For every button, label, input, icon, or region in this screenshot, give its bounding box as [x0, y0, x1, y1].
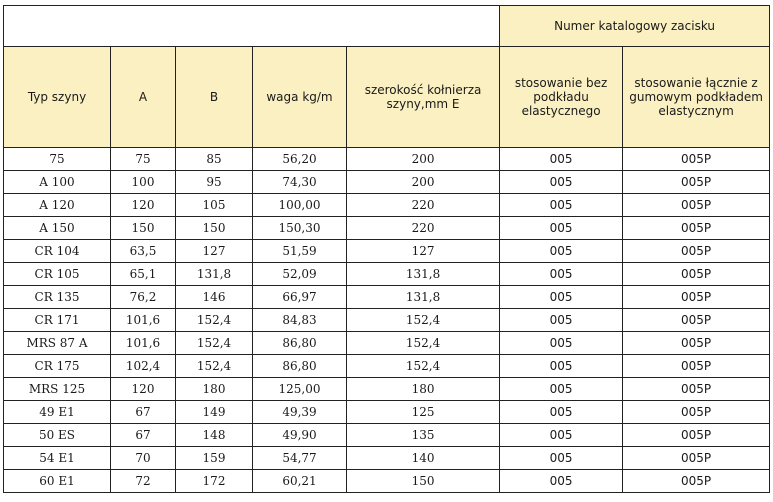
cell-flange-width: 152,4	[347, 309, 500, 332]
table-body	[4, 148, 770, 493]
cell-flange-width: 140	[347, 447, 500, 470]
cell-catalog-without-pad: 005	[500, 240, 623, 263]
table-row	[4, 401, 770, 424]
table-row	[4, 447, 770, 470]
cell-weight: 66,97	[253, 286, 347, 309]
cell-rail-type: CR 104	[4, 240, 111, 263]
rail-clip-table	[3, 5, 770, 493]
cell-rail-type: 75	[4, 148, 111, 171]
cell-weight: 51,59	[253, 240, 347, 263]
column-header-rail-type	[4, 47, 111, 148]
cell-catalog-with-pad: 005P	[623, 148, 770, 171]
cell-rail-type: MRS 87 A	[4, 332, 111, 355]
cell-catalog-without-pad: 005	[500, 171, 623, 194]
cell-flange-width: 150	[347, 470, 500, 493]
column-header-label: szerokość kołnierza szyny,mm E	[364, 83, 482, 111]
cell-a: 65,1	[111, 263, 176, 286]
cell-rail-type: A 150	[4, 217, 111, 240]
cell-rail-type: A 120	[4, 194, 111, 217]
cell-catalog-with-pad: 005P	[623, 332, 770, 355]
column-header-label: Typ szyny	[27, 90, 87, 104]
header-blank-area	[4, 6, 500, 47]
cell-rail-type: CR 105	[4, 263, 111, 286]
column-header-without-pad	[500, 47, 623, 148]
cell-b: 148	[176, 424, 253, 447]
cell-catalog-with-pad: 005P	[623, 424, 770, 447]
table-row	[4, 424, 770, 447]
cell-a: 101,6	[111, 309, 176, 332]
cell-catalog-without-pad: 005	[500, 470, 623, 493]
cell-a: 67	[111, 401, 176, 424]
cell-catalog-without-pad: 005	[500, 401, 623, 424]
cell-b: 150	[176, 217, 253, 240]
cell-a: 63,5	[111, 240, 176, 263]
cell-flange-width: 180	[347, 378, 500, 401]
cell-b: 105	[176, 194, 253, 217]
cell-catalog-without-pad: 005	[500, 217, 623, 240]
cell-catalog-without-pad: 005	[500, 378, 623, 401]
cell-catalog-with-pad: 005P	[623, 171, 770, 194]
column-header-a	[111, 47, 176, 148]
cell-rail-type: CR 175	[4, 355, 111, 378]
cell-rail-type: A 100	[4, 171, 111, 194]
cell-catalog-with-pad: 005P	[623, 470, 770, 493]
cell-rail-type: 50 ES	[4, 424, 111, 447]
table-row	[4, 470, 770, 493]
group-header-label: Numer katalogowy zacisku	[554, 19, 716, 33]
cell-a: 100	[111, 171, 176, 194]
cell-weight: 60,21	[253, 470, 347, 493]
cell-weight: 150,30	[253, 217, 347, 240]
cell-a: 150	[111, 217, 176, 240]
cell-catalog-without-pad: 005	[500, 286, 623, 309]
table-row	[4, 148, 770, 171]
table-row	[4, 217, 770, 240]
column-header-label: stosowanie bez podkładu elastycznego	[514, 76, 608, 118]
cell-catalog-with-pad: 005P	[623, 263, 770, 286]
cell-rail-type: MRS 125	[4, 378, 111, 401]
cell-catalog-without-pad: 005	[500, 148, 623, 171]
column-header-weight	[253, 47, 347, 148]
cell-weight: 49,39	[253, 401, 347, 424]
cell-weight: 125,00	[253, 378, 347, 401]
cell-a: 67	[111, 424, 176, 447]
cell-b: 146	[176, 286, 253, 309]
cell-flange-width: 220	[347, 217, 500, 240]
cell-rail-type: 60 E1	[4, 470, 111, 493]
column-header-label: B	[209, 90, 219, 104]
cell-catalog-without-pad: 005	[500, 309, 623, 332]
header-row-columns	[4, 47, 770, 148]
cell-b: 85	[176, 148, 253, 171]
table-row	[4, 378, 770, 401]
cell-b: 172	[176, 470, 253, 493]
cell-catalog-without-pad: 005	[500, 194, 623, 217]
cell-a: 102,4	[111, 355, 176, 378]
table-row	[4, 332, 770, 355]
cell-flange-width: 152,4	[347, 332, 500, 355]
cell-b: 127	[176, 240, 253, 263]
column-header-label: waga kg/m	[266, 90, 333, 104]
cell-catalog-with-pad: 005P	[623, 217, 770, 240]
cell-a: 75	[111, 148, 176, 171]
column-header-label: A	[138, 90, 148, 104]
cell-catalog-with-pad: 005P	[623, 401, 770, 424]
cell-rail-type: 49 E1	[4, 401, 111, 424]
cell-weight: 86,80	[253, 332, 347, 355]
cell-rail-type: CR 171	[4, 309, 111, 332]
column-header-label: stosowanie łącznie z gumowym podkładem elastycznym	[629, 76, 763, 118]
cell-catalog-with-pad: 005P	[623, 194, 770, 217]
cell-b: 180	[176, 378, 253, 401]
cell-weight: 74,30	[253, 171, 347, 194]
cell-a: 120	[111, 194, 176, 217]
cell-a: 72	[111, 470, 176, 493]
cell-b: 131,8	[176, 263, 253, 286]
cell-catalog-with-pad: 005P	[623, 447, 770, 470]
cell-rail-type: CR 135	[4, 286, 111, 309]
cell-weight: 84,83	[253, 309, 347, 332]
column-header-flange-width	[347, 47, 500, 148]
table-row	[4, 286, 770, 309]
cell-b: 152,4	[176, 355, 253, 378]
cell-flange-width: 152,4	[347, 355, 500, 378]
cell-b: 152,4	[176, 309, 253, 332]
cell-a: 101,6	[111, 332, 176, 355]
cell-catalog-without-pad: 005	[500, 424, 623, 447]
cell-catalog-without-pad: 005	[500, 355, 623, 378]
cell-flange-width: 127	[347, 240, 500, 263]
cell-flange-width: 220	[347, 194, 500, 217]
table-header	[4, 6, 770, 148]
table-row	[4, 171, 770, 194]
table-row	[4, 263, 770, 286]
cell-rail-type: 54 E1	[4, 447, 111, 470]
cell-catalog-without-pad: 005	[500, 263, 623, 286]
cell-b: 152,4	[176, 332, 253, 355]
table-row	[4, 355, 770, 378]
group-header-catalog-number	[500, 6, 770, 47]
cell-flange-width: 131,8	[347, 263, 500, 286]
cell-weight: 49,90	[253, 424, 347, 447]
cell-catalog-with-pad: 005P	[623, 378, 770, 401]
table-row	[4, 194, 770, 217]
cell-weight: 52,09	[253, 263, 347, 286]
cell-flange-width: 200	[347, 171, 500, 194]
cell-a: 120	[111, 378, 176, 401]
cell-a: 70	[111, 447, 176, 470]
cell-weight: 54,77	[253, 447, 347, 470]
cell-weight: 86,80	[253, 355, 347, 378]
table-row	[4, 240, 770, 263]
cell-weight: 56,20	[253, 148, 347, 171]
cell-flange-width: 200	[347, 148, 500, 171]
cell-catalog-without-pad: 005	[500, 332, 623, 355]
cell-flange-width: 131,8	[347, 286, 500, 309]
cell-flange-width: 125	[347, 401, 500, 424]
cell-b: 149	[176, 401, 253, 424]
header-row-group	[4, 6, 770, 47]
cell-flange-width: 135	[347, 424, 500, 447]
cell-b: 159	[176, 447, 253, 470]
cell-catalog-with-pad: 005P	[623, 240, 770, 263]
cell-a: 76,2	[111, 286, 176, 309]
column-header-b	[176, 47, 253, 148]
cell-catalog-without-pad: 005	[500, 447, 623, 470]
cell-catalog-with-pad: 005P	[623, 309, 770, 332]
table-row	[4, 309, 770, 332]
column-header-with-rubber-pad	[623, 47, 770, 148]
cell-catalog-with-pad: 005P	[623, 286, 770, 309]
cell-b: 95	[176, 171, 253, 194]
cell-catalog-with-pad: 005P	[623, 355, 770, 378]
cell-weight: 100,00	[253, 194, 347, 217]
